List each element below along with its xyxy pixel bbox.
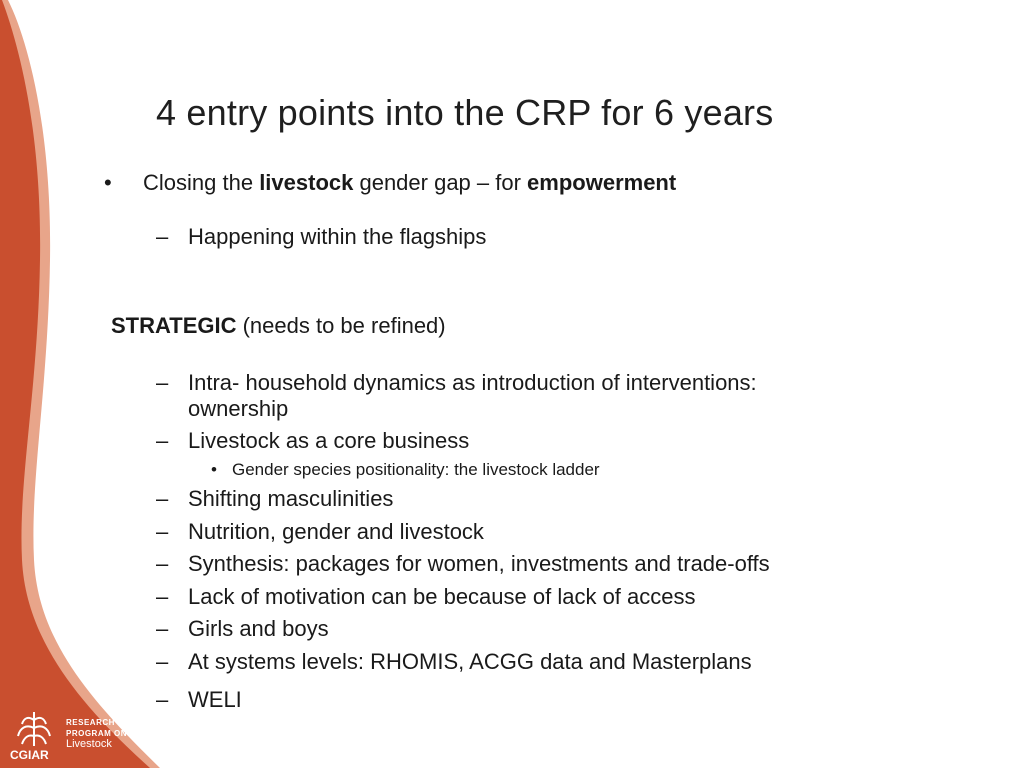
item-masculinities: Shifting masculinities xyxy=(188,486,394,511)
item-weli: WELI xyxy=(188,687,242,712)
sub-bullet-flagships: Happening within the flagships xyxy=(188,224,487,249)
dash-marker: – xyxy=(156,428,169,453)
dash-marker: – xyxy=(156,551,169,576)
dash-marker: – xyxy=(156,687,169,712)
slide-title: 4 entry points into the CRP for 6 years xyxy=(156,92,774,133)
bullet-marker: • xyxy=(104,170,112,195)
item-synthesis: Synthesis: packages for women, investments and trade-offs xyxy=(188,551,770,576)
item-intra-household: Intra- household dynamics as introduction of interventions: xyxy=(188,370,757,395)
logo-text: RESEARCH PROGRAM ON Livestock xyxy=(66,718,127,750)
item-girls-boys: Girls and boys xyxy=(188,616,329,641)
bullet-text: Closing the livestock gender gap – for empowerment xyxy=(143,170,677,195)
dash-marker: – xyxy=(156,486,169,511)
dash-marker: – xyxy=(156,649,169,674)
item-motivation: Lack of motivation can be because of lack of access xyxy=(188,584,696,609)
item-core-business: Livestock as a core business xyxy=(188,428,470,453)
item-nutrition: Nutrition, gender and livestock xyxy=(188,519,484,544)
dash-marker: – xyxy=(156,519,169,544)
cgiar-wordmark: CGIAR xyxy=(10,748,49,762)
item-intra-household-cont: ownership xyxy=(188,396,289,421)
dash-marker: – xyxy=(156,370,169,395)
strategic-heading: STRATEGIC (needs to be refined) xyxy=(111,313,446,338)
dash-marker: – xyxy=(156,584,169,609)
subitem-marker: • xyxy=(211,460,217,479)
subitem-livestock-ladder: Gender species positionality: the livestock ladder xyxy=(232,460,600,479)
dash-marker: – xyxy=(156,616,169,641)
item-systems-levels: At systems levels: RHOMIS, ACGG data and Masterplans xyxy=(188,649,752,674)
dash-marker: – xyxy=(156,224,169,249)
